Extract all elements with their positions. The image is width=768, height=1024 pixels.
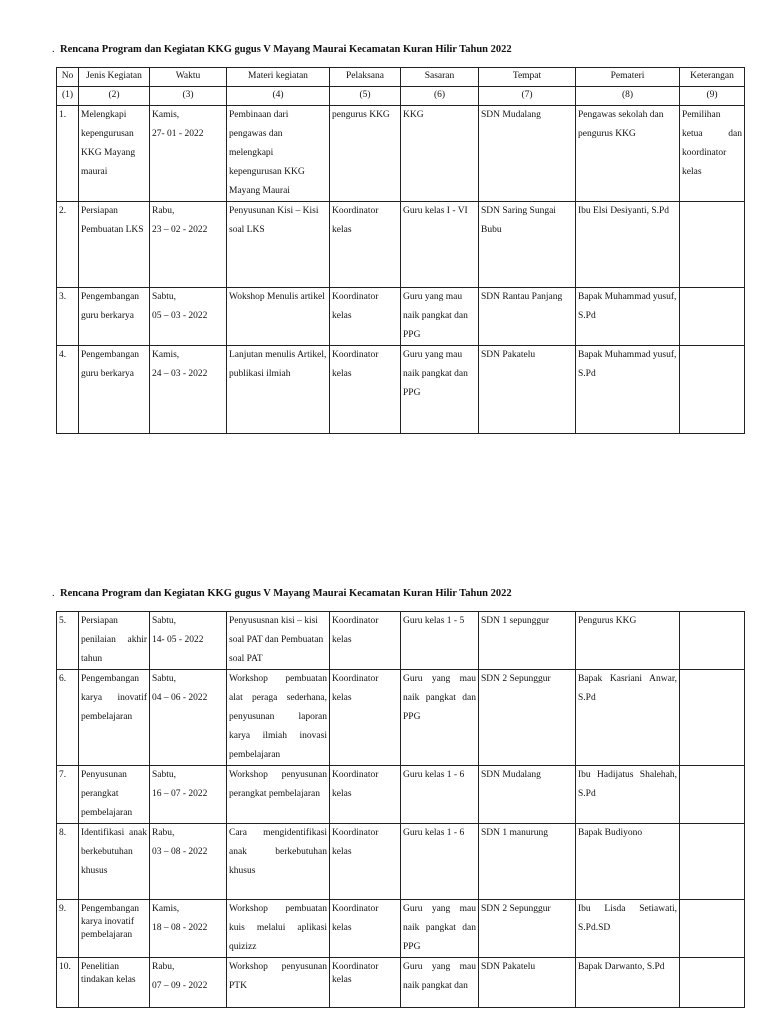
waktu-date: 23 – 02 - 2022: [152, 225, 208, 235]
header-number: (6): [401, 87, 479, 106]
cell-pemateri: Bapak Budiyono: [576, 824, 680, 900]
cell-no: 5.: [57, 612, 79, 670]
cell-tempat: SDN Mudalang: [479, 766, 576, 824]
header-keterangan: Keterangan: [680, 68, 745, 87]
waktu-date: 07 – 09 - 2022: [152, 981, 208, 991]
header-number: (1): [57, 87, 79, 106]
table-row: [57, 202, 745, 288]
cell-materi: Workshop penyusunan perangkat pembelajaran: [227, 766, 330, 824]
header-pelaksana: Pelaksana: [330, 68, 401, 87]
cell-waktu: [150, 106, 227, 202]
waktu-day: Sabtu,: [152, 770, 177, 780]
cell-no: 9.: [57, 900, 79, 958]
header-no: No: [57, 68, 79, 87]
cell-sasaran: Guru yang mau naik pangkat dan: [401, 958, 479, 1008]
cell-materi: Penyusunan Kisi – Kisi soal LKS: [227, 202, 330, 288]
cell-waktu: [150, 202, 227, 288]
header-number: (4): [227, 87, 330, 106]
cell-no: 6.: [57, 670, 79, 766]
header-number: (2): [79, 87, 150, 106]
waktu-day: Kamis,: [152, 110, 180, 120]
cell-pemateri: Bapak Darwanto, S.Pd: [576, 958, 680, 1008]
cell-pemateri: Bapak Kasriani Anwar, S.Pd: [576, 670, 680, 766]
cell-pelaksana: Koordinator kelas: [330, 612, 401, 670]
waktu-day: Rabu,: [152, 962, 175, 972]
table-row: [57, 766, 745, 824]
cell-tempat: SDN 1 sepunggur: [479, 612, 576, 670]
cell-waktu: [150, 612, 227, 670]
cell-jenis: Pengembangan karya inovatif pembelajaran: [79, 670, 150, 766]
cell-sasaran: Guru kelas 1 - 6: [401, 824, 479, 900]
cell-tempat: SDN Rantau Panjang: [479, 288, 576, 346]
cell-pemateri: Bapak Muhammad yusuf, S.Pd: [576, 346, 680, 434]
table-row: [57, 670, 745, 766]
waktu-date: 27- 01 - 2022: [152, 129, 204, 139]
cell-keterangan: [680, 346, 745, 434]
cell-no: 7.: [57, 766, 79, 824]
table-row: [57, 106, 745, 202]
cell-pemateri: Ibu Hadijatus Shalehah, S.Pd: [576, 766, 680, 824]
cell-keterangan: [680, 288, 745, 346]
cell-materi: Workshop penyusunan PTK: [227, 958, 330, 1008]
cell-sasaran: Guru yang mau naik pangkat dan PPG: [401, 670, 479, 766]
header-number: (7): [479, 87, 576, 106]
waktu-day: Kamis,: [152, 350, 180, 360]
cell-jenis: Pengembangan guru berkarya: [79, 288, 150, 346]
cell-pelaksana: Koordinator kelas: [330, 346, 401, 434]
cell-jenis: Melengkapi kepengurusan KKG Mayang maurai: [79, 106, 150, 202]
cell-jenis: Persiapan Pembuatan LKS: [79, 202, 150, 288]
cell-materi: Pembinaan dari pengawas dan melengkapi kepengurusan KKG Mayang Maurai: [227, 106, 330, 202]
cell-no: 4.: [57, 346, 79, 434]
cell-materi: Workshop pembuatan kuis melalui aplikasi quizizz: [227, 900, 330, 958]
cell-sasaran: Guru kelas 1 - 5: [401, 612, 479, 670]
table-row: [57, 288, 745, 346]
cell-pelaksana: Koordinator kelas: [330, 900, 401, 958]
cell-tempat: SDN 2 Sepunggur: [479, 670, 576, 766]
header-tempat: Tempat: [479, 68, 576, 87]
waktu-date: 16 – 07 - 2022: [152, 789, 208, 799]
cell-waktu: [150, 346, 227, 434]
cell-tempat: SDN 1 manurung: [479, 824, 576, 900]
cell-sasaran: Guru yang mau naik pangkat dan PPG: [401, 900, 479, 958]
cell-pelaksana: Koordinator kelas: [330, 202, 401, 288]
header-waktu: Waktu: [150, 68, 227, 87]
cell-sasaran: Guru kelas I - VI: [401, 202, 479, 288]
cell-waktu: [150, 288, 227, 346]
cell-tempat: SDN 2 Sepunggur: [479, 900, 576, 958]
cell-materi: Penyususnan kisi – kisi soal PAT dan Pembuatan soal PAT: [227, 612, 330, 670]
cell-jenis: Pengembangan karya inovatif pembelajaran: [79, 900, 150, 958]
cell-pemateri: Bapak Muhammad yusuf, S.Pd: [576, 288, 680, 346]
cell-materi: Wokshop Menulis artikel: [227, 288, 330, 346]
cell-waktu: [150, 958, 227, 1008]
cell-no: 10.: [57, 958, 79, 1008]
cell-sasaran: KKG: [401, 106, 479, 202]
header-number-row: [57, 87, 745, 106]
cell-waktu: [150, 824, 227, 900]
waktu-day: Rabu,: [152, 206, 175, 216]
waktu-date: 24 – 03 - 2022: [152, 369, 208, 379]
waktu-date: 04 – 06 - 2022: [152, 693, 208, 703]
cell-jenis: Penyusunan perangkat pembelajaran: [79, 766, 150, 824]
cell-keterangan: [680, 900, 745, 958]
cell-keterangan: [680, 958, 745, 1008]
header-number: (5): [330, 87, 401, 106]
cell-pelaksana: Koordinator kelas: [330, 824, 401, 900]
header-pemateri: Pemateri: [576, 68, 680, 87]
cell-materi: Lanjutan menulis Artikel, publikasi ilmiah: [227, 346, 330, 434]
cell-tempat: SDN Pakatelu: [479, 958, 576, 1008]
cell-no: 1.: [57, 106, 79, 202]
table1-title: . Rencana Program dan Kegiatan KKG gugus V Mayang Maurai Kecamatan Kuran Hilir Tahun 2022: [52, 44, 512, 55]
cell-pelaksana: Koordinator kelas: [330, 288, 401, 346]
table2-title: . Rencana Program dan Kegiatan KKG gugus V Mayang Maurai Kecamatan Kuran Hilir Tahun 2022: [52, 588, 512, 599]
cell-jenis: Persiapan penilaian akhir tahun: [79, 612, 150, 670]
waktu-date: 14- 05 - 2022: [152, 635, 204, 645]
cell-pemateri: Ibu Elsi Desiyanti, S.Pd: [576, 202, 680, 288]
header-number: (9): [680, 87, 745, 106]
cell-jenis: Pengembangan guru berkarya: [79, 346, 150, 434]
header-sasaran: Sasaran: [401, 68, 479, 87]
cell-jenis: Identifikasi anak berkebutuhan khusus: [79, 824, 150, 900]
waktu-date: 18 – 08 - 2022: [152, 923, 208, 933]
table-row: [57, 824, 745, 900]
cell-pelaksana: Koordinator kelas: [330, 670, 401, 766]
cell-keterangan: [680, 612, 745, 670]
cell-keterangan: [680, 202, 745, 288]
program-table-2: [56, 611, 745, 1008]
cell-keterangan: [680, 824, 745, 900]
header-materi: Materi kegiatan: [227, 68, 330, 87]
cell-keterangan: [680, 670, 745, 766]
waktu-day: Sabtu,: [152, 292, 177, 302]
cell-materi: Workshop pembuatan alat peraga sederhana, penyusunan laporan karya ilmiah inovasi pembelajaran: [227, 670, 330, 766]
waktu-day: Sabtu,: [152, 616, 177, 626]
waktu-day: Kamis,: [152, 904, 180, 914]
cell-tempat: SDN Saring Sungai Bubu: [479, 202, 576, 288]
cell-pemateri: Ibu Lisda Setiawati, S.Pd.SD: [576, 900, 680, 958]
table-row: [57, 612, 745, 670]
cell-pelaksana: Koordinator kelas: [330, 766, 401, 824]
program-table-1: [56, 67, 745, 434]
cell-waktu: [150, 766, 227, 824]
table-row: [57, 958, 745, 1008]
cell-waktu: [150, 670, 227, 766]
cell-no: 2.: [57, 202, 79, 288]
cell-tempat: SDN Pakatelu: [479, 346, 576, 434]
waktu-day: Rabu,: [152, 828, 175, 838]
cell-pemateri: Pengawas sekolah dan pengurus KKG: [576, 106, 680, 202]
cell-sasaran: Guru kelas 1 - 6: [401, 766, 479, 824]
cell-sasaran: Guru yang mau naik pangkat dan PPG: [401, 288, 479, 346]
cell-pelaksana: pengurus KKG: [330, 106, 401, 202]
table-row: [57, 900, 745, 958]
cell-keterangan: [680, 766, 745, 824]
cell-jenis: Penelitian tindakan kelas: [79, 958, 150, 1008]
cell-sasaran: Guru yang mau naik pangkat dan PPG: [401, 346, 479, 434]
header-number: (3): [150, 87, 227, 106]
header-row: [57, 68, 745, 87]
cell-no: 8.: [57, 824, 79, 900]
waktu-date: 05 – 03 - 2022: [152, 311, 208, 321]
cell-waktu: [150, 900, 227, 958]
cell-pemateri: Pengurus KKG: [576, 612, 680, 670]
header-jenis: Jenis Kegiatan: [79, 68, 150, 87]
table-row: [57, 346, 745, 434]
header-number: (8): [576, 87, 680, 106]
cell-materi: Cara mengidentifikasi anak berkebutuhan khusus: [227, 824, 330, 900]
cell-tempat: SDN Mudalang: [479, 106, 576, 202]
waktu-date: 03 – 08 - 2022: [152, 847, 208, 857]
cell-no: 3.: [57, 288, 79, 346]
waktu-day: Sabtu,: [152, 674, 177, 684]
cell-pelaksana: Koordinator kelas: [330, 958, 401, 1008]
cell-keterangan: Pemilihan ketua dan koordinator kelas: [680, 106, 745, 202]
